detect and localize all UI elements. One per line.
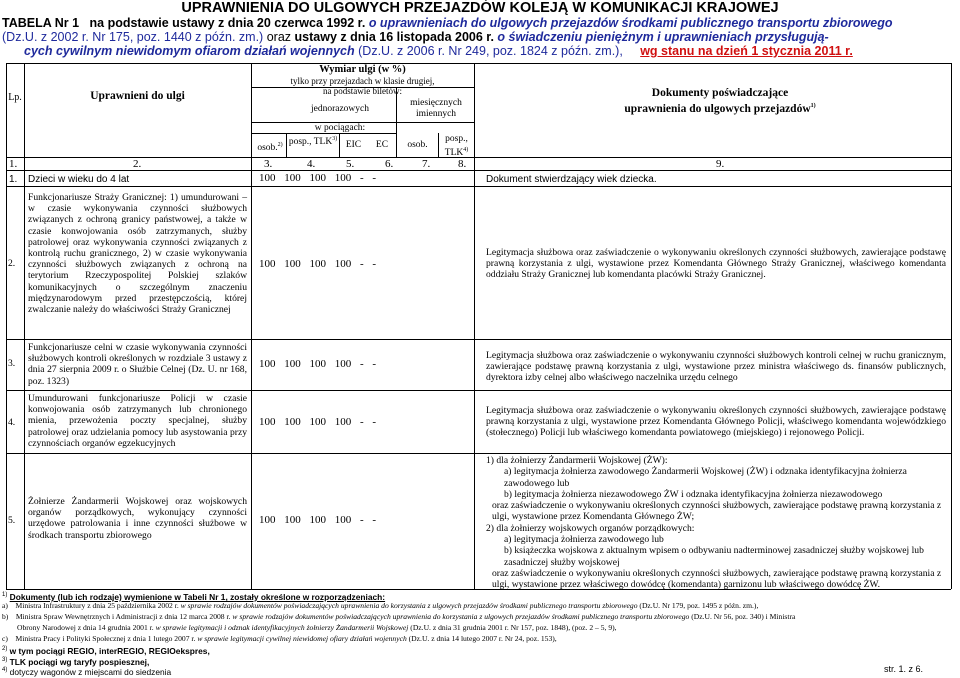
row3-val-4: 100 [334, 358, 352, 370]
row1-val-2: 100 [284, 172, 301, 184]
footnote-4-mark: 4) [2, 667, 8, 673]
footnote-c [2, 634, 952, 644]
row2-val-1: 100 [259, 258, 276, 270]
colnum-4: 4. [307, 158, 316, 170]
row3-val-6: - [372, 358, 377, 370]
row5-val-2: 100 [284, 514, 301, 526]
header-posp2-label: posp., TLK [444, 134, 468, 159]
row4-val-1: 100 [259, 416, 276, 428]
header-ec: EC [375, 140, 389, 150]
row3-who: Funkcjonariusze celni w czasie wykonywania czynności służbowych kontroli określonych w rozdziale 3 ustawy z dnia 27 sierpnia 2009 r. o Służbie Celnej (Dz. U. nr 168, poz. 1323) [28, 342, 247, 387]
footnote-b-mark: b) [2, 612, 9, 621]
law-2006-title-a: o świadczeniu pieniężnym i uprawnieniach przysługują- [497, 30, 829, 44]
header-posp2-sup: 4) [463, 147, 469, 153]
row3-val-1: 100 [259, 358, 276, 370]
row4-val-6: - [372, 416, 377, 428]
footnote-3-text: TLK pociągi wg taryfy pospiesznej, [9, 656, 150, 667]
row2-lp: 2. [8, 258, 16, 269]
law-2006-title-b: cych cywilnym niewidomym ofiarom działań wojennych [24, 44, 355, 58]
row2-values [259, 259, 474, 270]
header-eic: EIC [345, 140, 362, 150]
row1-val-4: 100 [334, 172, 352, 184]
row5-val-3: 100 [309, 514, 326, 526]
law-1992-ref: (Dz.U. z 2002 r. Nr 175, poz. 1440 z późn. zm.) [2, 30, 264, 44]
row1-lp: 1. [9, 174, 18, 185]
col-border-1 [24, 63, 25, 589]
footnote-a-ref: (Dz.U. Nr 179, poz. 1495 z późn. zm.), [639, 601, 759, 610]
subtitle-line-2 [2, 30, 960, 44]
header-osob-label: osob. [257, 143, 278, 154]
row5-doc-line-6: a) legitymacja żołnierza zawodowego lub [504, 534, 664, 546]
row5-doc-line-1: 1) dla żołnierzy Żandarmerii Wojskowej (ŻW): [486, 455, 668, 466]
row3-doc: Legitymacja służbowa oraz zaświadczenie o wykonywaniu czynności służbowych kontroli celnej w ruchu granicznym, zawierające podstawę prawną korzystania z ulgi, wystawione przez ministra właściwego ds. finansów publicznych, dyrektora izby celnej albo właściwego naczelnika urzędu celnego [486, 350, 946, 384]
row2-val-2: 100 [284, 258, 301, 270]
subtitle-line-1 [2, 16, 960, 30]
footnote-3-mark: 3) [2, 657, 8, 663]
colnum-6: 6. [385, 158, 394, 170]
page-title: UPRAWNIENIA DO ULGOWYCH PRZEJAZDÓW KOLEJĄ W KOMUNIKACJI KRAJOWEJ [181, 0, 779, 16]
header-dokumenty-label: Dokumenty poświadczające uprawnienia do ulgowych przejazdów [624, 87, 811, 115]
header-bottom-border [6, 157, 951, 158]
row2-doc: Legitymacja służbowa oraz zaświadczenie o wykonywaniu określonych czynności służbowych, zawierające podstawę prawną korzystania z ulgi, wystawione przez Komendanta Głównego Straży Granicznej, właściwego komendanta oddziału Straży Granicznej lub komendanta placówki Straży Granicznej. [486, 247, 946, 281]
header-wymiar-sub2: na podstawie biletów: [323, 86, 402, 96]
footnote-a-main: Ministra Infrastruktury z dnia 25 października 2002 r. [15, 601, 179, 610]
row2-val-6: - [372, 258, 377, 270]
header-posp-label: posp., TLK [288, 137, 333, 148]
table-top-border [6, 63, 951, 64]
row5-doc-line-2: a) legitymacja żołnierza zawodowego Żandarmerii Wojskowej (ŻW) i odznaka identyfikacyjna żołnierza zawodowego lub [504, 466, 907, 489]
footnote-2-mark: 2) [2, 646, 8, 652]
row2-who: Funkcjonariusze Straży Granicznej: 1) umundurowani – w czasie wykonywania czynności służbowych związanych z ochroną granicy państwowej, a także w czasie konwojowania osób zatrzymanych, służby patrolowej oraz wykonywania czynności związanych z kontrolą ruchu granicznego, 2) w czasie wykonywania czynności służbowych związanych z ochroną na terytorium Rzeczypospolitej Polskiej szlaków komunikacyjnych o szczególnym znaczeniu międzynarodowym przed przestępczością, której zwalczanie należy do właściwości Straży Granicznej [28, 192, 247, 316]
law-1992: na podstawie ustawy z dnia 20 czerwca 1992 r. [89, 16, 366, 30]
row5-val-5: - [360, 514, 364, 526]
col-border-right [951, 63, 952, 589]
row5-val-1: 100 [259, 514, 276, 526]
row5-val-6: - [372, 514, 377, 526]
footnote-b-ref: (Dz.U. Nr 56, poz. 340) i Ministra [691, 612, 796, 621]
footnote-c-ref: (Dz.U. z dnia 14 lutego 2007 r. Nr 24, poz. 153), [408, 634, 557, 643]
header-jednorazowych: jednorazowych [310, 104, 370, 114]
footnote-b2-main: Obrony Narodowej z dnia 14 grudnia 2001 r. [17, 623, 154, 632]
row1-val-3: 100 [309, 172, 326, 184]
colnum-1: 1. [9, 158, 18, 170]
row4-lp: 4. [8, 417, 16, 428]
header-osob-sup: 2) [277, 142, 283, 148]
footnote-2-text: w tym pociągi REGIO, interREGIO, REGIOekspres, [9, 645, 210, 656]
row4-val-4: 100 [334, 416, 352, 428]
row5-values [259, 515, 474, 526]
table-number: TABELA Nr 1 [2, 16, 80, 30]
colnum-2: 2. [133, 158, 142, 170]
row3-val-5: - [360, 358, 364, 370]
colnum-7: 7. [422, 158, 431, 170]
footnote-1-mark: 1) [2, 592, 8, 598]
footnote-b [2, 612, 952, 622]
row3-lp: 3. [8, 358, 16, 369]
footnote-4-text: dotyczy wagonów z miejscami do siedzenia [9, 666, 172, 677]
colnum-3: 3. [264, 158, 273, 170]
col-border-3 [474, 63, 475, 589]
law-2006: ustawy z dnia 16 listopada 2006 r. [294, 30, 494, 44]
row3-values [259, 359, 474, 370]
header-miesiecznych: miesięcznych imiennych [410, 98, 462, 119]
row5-doc-line-5: 2) dla żołnierzy wojskowych organów porządkowych: [486, 522, 695, 534]
header-posp [288, 134, 338, 148]
subtitle-line-3 [2, 44, 960, 58]
colnum-5: 5. [346, 158, 355, 170]
row4-who: Umundurowani funkcjonariusze Policji w czasie konwojowania osób zatrzymanych lub chronionego mienia, przewożenia poczty specjalnej, służby patrolowej oraz udzielania pomocy lub asystowania przy czynnościach organów egzekucyjnych [28, 393, 247, 449]
law-2006-ref: (Dz.U. z 2006 r. Nr 249, poz. 1824 z późn. zm.), [358, 44, 623, 58]
row5-doc-line-4: oraz zaświadczenie o wykonywaniu określonych czynności służbowych, zawierające podstawę prawną korzystania z ulgi, wystawione przez Komendanta Głównego ŻW; [492, 500, 942, 523]
row4-val-3: 100 [309, 416, 326, 428]
header-posp-sup: 3) [332, 136, 338, 142]
colnum-9: 9. [716, 158, 725, 170]
row1-doc: Dokument stwierdzający wiek dziecka. [486, 174, 657, 185]
header-wymiar-sub1: tylko przy przejazdach w klasie drugiej, [290, 76, 435, 86]
footnote-c-title: w sprawie legitymacji cywilnej niewidomej ofiary działań wojennych [197, 634, 407, 643]
row3-val-2: 100 [284, 358, 301, 370]
header-posp2 [439, 134, 474, 159]
subtitle [2, 16, 960, 58]
footnote-a-mark: a) [2, 601, 8, 610]
header-osob [253, 140, 287, 154]
header-lp: Lp. [8, 92, 22, 103]
row4-values [259, 417, 474, 428]
col-border-left [6, 63, 7, 589]
row2-val-4: 100 [334, 258, 352, 270]
header-wymiar-title: Wymiar ulgi (w %) [319, 64, 406, 75]
row2-val-5: - [360, 258, 364, 270]
header-osob2: osob. [407, 140, 428, 150]
footnote-b-main: Ministra Spraw Wewnętrznych i Administracji z dnia 12 marca 2008 r. [15, 612, 231, 621]
row1-who: Dzieci w wieku do 4 lat [28, 174, 130, 185]
footnote-b-title: w sprawie rodzajów dokumentów poświadczających uprawnienia do korzystania z ulgowych przejazdów środkami publicznego transportu zbiorowego [232, 612, 690, 621]
row5-doc-line-7: b) książeczka wojskowa z aktualnym wpisem o odbywaniu nadterminowej zasadniczej służby wojskowej lub zasadniczej służby wojskowej [504, 545, 924, 568]
row1-val-5: - [360, 172, 364, 184]
row1-val-1: 100 [259, 172, 276, 184]
conj-oraz: oraz [266, 30, 292, 44]
row5-doc-line-8: oraz zaświadczenie o wykonywaniu określonych czynności służbowych, zawierające podstawę prawną korzystania z ulgi, wystawione przez właściwego dowódcę (komendanta) garnizonu lub właściwego dowódcę ŻW. [492, 567, 942, 591]
footnote-c-mark: c) [2, 634, 8, 643]
row1-values [259, 173, 474, 184]
row5-doc-line-3: b) legitymacja żołnierza niezawodowego ŻW i odznaka identyfikacyjna żołnierza niezawodowego [504, 488, 883, 500]
footnote-a-title: w sprawie rodzajów dokumentów poświadczających uprawnienia do korzystania z ulgowych przejazdów środkami publicznego transportu zbiorowego [180, 601, 638, 610]
colnum-8: 8. [458, 158, 467, 170]
status-date: wg stanu na dzień 1 stycznia 2011 r. [640, 44, 853, 58]
row4-val-2: 100 [284, 416, 301, 428]
page-number: str. 1. z 6. [884, 664, 924, 674]
footnote-4 [2, 665, 952, 677]
header-dokumenty-sup: 1) [810, 103, 816, 109]
row4-val-5: - [360, 416, 364, 428]
footnote-b2 [2, 623, 960, 633]
row5-lp: 5. [8, 515, 16, 526]
row5-val-4: 100 [334, 514, 352, 526]
row3-bottom-border [6, 390, 951, 391]
row5-doc [486, 455, 948, 591]
row5-who: Żołnierze Żandarmerii Wojskowej oraz wojskowych organów porządkowych, wykonujący czynności urzędowe patrolowania i inne czynności służbowe w środkach transportu zbiorowego [28, 496, 247, 541]
row1-bottom-border [6, 186, 951, 187]
row2-val-3: 100 [309, 258, 326, 270]
row4-bottom-border [6, 453, 951, 454]
footnote-1-text: Dokumenty (lub ich rodzaje) wymienione w Tabeli Nr 1, zostały określone w rozporządzeniach: [9, 591, 386, 602]
header-uprawnieni: Uprawnieni do ulgi [90, 90, 185, 102]
row3-val-3: 100 [309, 358, 326, 370]
footnote-b2-ref: (Dz.U. z dnia 31 grudnia 2001 r. Nr 157, poz. 1848), (poz. 2 – 5, 9), [410, 623, 617, 632]
footnote-b2-title: w sprawie legitymacji i odznak identyfikacyjnych żołnierzy Żandarmerii Wojskowej [155, 623, 409, 632]
col-border-2 [251, 63, 252, 589]
law-1992-title: o uprawnieniach do ulgowych przejazdów środkami publicznego transportu zbiorowego [368, 16, 893, 30]
header-w-pociagach: w pociągach: [314, 123, 366, 133]
row2-bottom-border [6, 339, 951, 340]
footnote-a [2, 601, 952, 611]
colnum-bottom-border [6, 170, 951, 171]
footnote-c-main: Ministra Pracy i Polityki Społecznej z dnia 1 lutego 2007 r. [15, 634, 196, 643]
row4-doc: Legitymacja służbowa oraz zaświadczenie o wykonywaniu określonych czynności służbowych, zawierające podstawę prawną korzystania z ulgi, wystawione przez Komendanta Głównego Policji, właściwego komendanta wojewódzkiego (stołecznego) Policji lub właściwego komendanta powiatowego (miejskiego) i rejonowego Policji. [486, 405, 946, 439]
header-dokumenty [620, 87, 820, 116]
row1-val-6: - [372, 172, 377, 184]
